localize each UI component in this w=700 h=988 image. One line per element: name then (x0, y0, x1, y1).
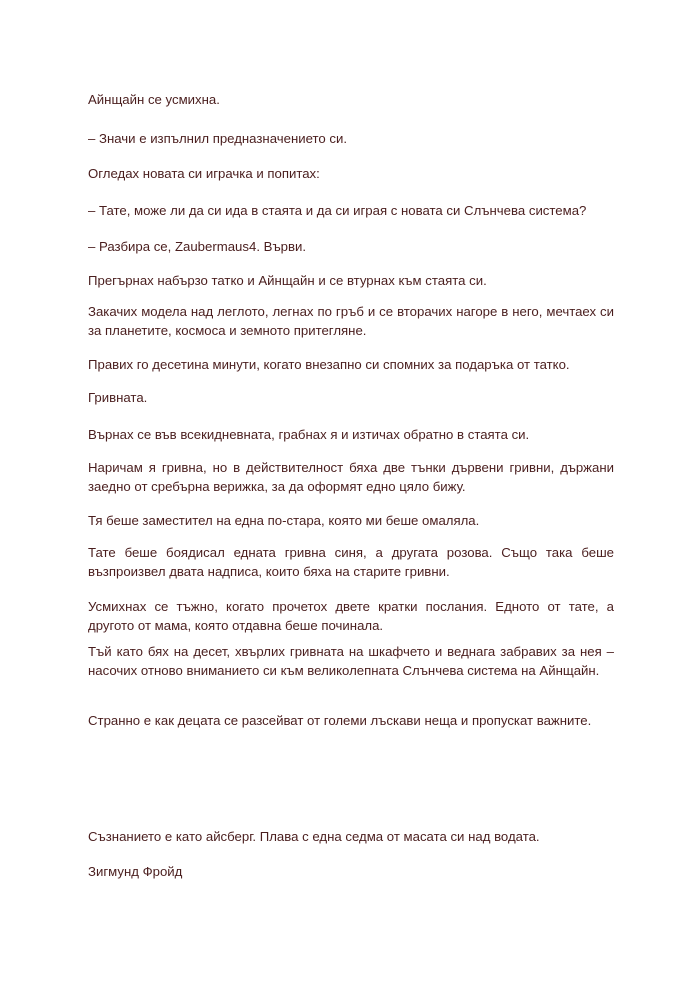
paragraph-text: Наричам я гривна, но в действителност бяха две тънки дървени гривни, държани заедно от сребърна верижка, за да оформят едно цяло бижу. (88, 460, 614, 494)
paragraph-text: Тъй като бях на десет, хвърлих гривната на шкафчето и веднага забравих за нея – насочих отново вниманието си към великолепната Слънчева система на Айнщайн. (88, 644, 614, 678)
paragraph-text: – Тате, може ли да си ида в стаята и да си играя с новата си Слънчева система? (88, 203, 587, 218)
paragraph (88, 129, 614, 148)
paragraph (88, 511, 614, 530)
paragraph (88, 388, 614, 407)
paragraph (88, 90, 614, 109)
paragraph-text: Айнщайн се усмихна. (88, 92, 220, 107)
quote-author: Зигмунд Фройд (88, 864, 183, 879)
paragraph (88, 711, 614, 730)
paragraph (88, 425, 614, 444)
epigraph-author (88, 862, 614, 881)
paragraph (88, 597, 614, 635)
paragraph (88, 164, 614, 183)
paragraph-text: – Разбира се, Zaubermaus4. Върви. (88, 239, 307, 254)
paragraph (88, 458, 614, 496)
paragraph (88, 201, 614, 220)
paragraph (88, 302, 614, 340)
paragraph-text: Тя беше заместител на една по-стара, която ми беше омаляла. (88, 513, 480, 528)
paragraph (88, 271, 614, 290)
epigraph-quote (88, 827, 614, 846)
paragraph-text: Странно е как децата се разсейват от големи лъскави неща и пропускат важните. (88, 713, 592, 728)
paragraph (88, 543, 614, 581)
paragraph (88, 642, 614, 680)
paragraph (88, 237, 614, 256)
paragraph-text: Огледах новата си играчка и попитах: (88, 166, 320, 181)
quote-text: Съзнанието е като айсберг. Плава с една седма от масата си над водата. (88, 829, 540, 844)
paragraph-text: Тате беше боядисал едната гривна синя, а другата розова. Също така беше възпроизвел двата надписа, които бяха на старите гривни. (88, 545, 614, 579)
paragraph-text: Усмихнах се тъжно, когато прочетох двете кратки послания. Едното от тате, а другото от мама, която отдавна беше починала. (88, 599, 614, 633)
paragraph (88, 355, 614, 374)
paragraph-text: Върнах се във всекидневната, грабнах я и изтичах обратно в стаята си. (88, 427, 530, 442)
paragraph-text: Закачих модела над леглото, легнах по гръб и се вторачих нагоре в него, мечтаех си за планетите, космоса и земното притегляне. (88, 304, 614, 338)
paragraph-text: – Значи е изпълнил предназначението си. (88, 131, 348, 146)
paragraph-text: Прегърнах набързо татко и Айнщайн и се втурнах към стаята си. (88, 273, 487, 288)
paragraph-text: Гривната. (88, 390, 148, 405)
paragraph-text: Правих го десетина минути, когато внезапно си спомних за подаръка от татко. (88, 357, 570, 372)
